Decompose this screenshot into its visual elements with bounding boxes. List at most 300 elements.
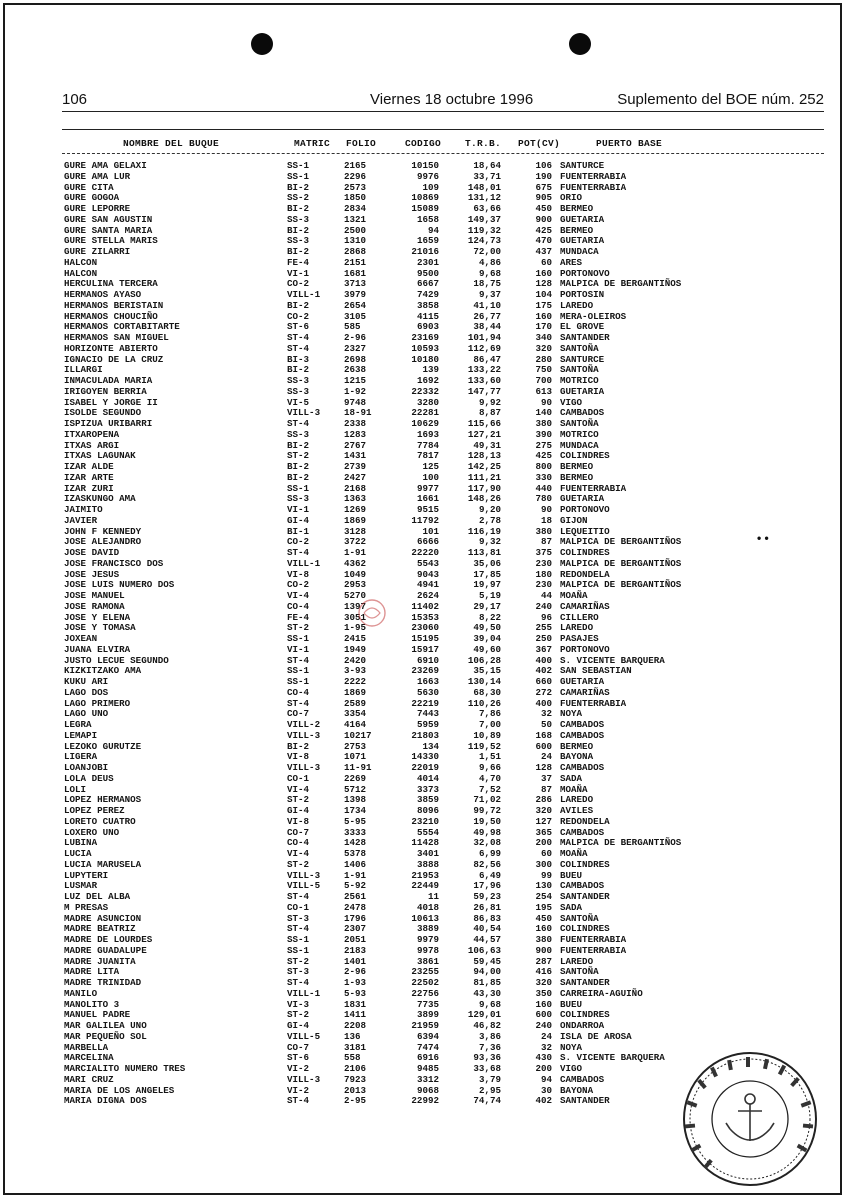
folio-cell: 1869 [344,686,367,698]
folio-cell: 2427 [344,471,367,483]
vessel-name-cell: LORETO CUATRO [64,815,136,827]
puerto-base-cell: ARES [560,256,583,268]
table-row [0,258,847,269]
codigo-cell: 9977 [416,482,439,494]
trb-cell: 115,66 [467,418,501,429]
puerto-base-cell: GUETARIA [560,385,605,397]
potencia-cell: 104 [535,289,552,300]
potencia-cell: 600 [535,740,552,752]
potencia-cell: 160 [535,310,552,322]
codigo-cell: 23060 [411,622,439,634]
puerto-base-cell: GUETARIA [560,493,605,505]
trb-cell: 44,57 [473,934,501,945]
vessel-name-cell: LAGO PRIMERO [64,697,131,709]
trb-cell: 148,26 [467,493,501,505]
codigo-cell: 21803 [411,729,439,741]
folio-cell: 1049 [344,568,367,580]
puerto-base-cell: ORIO [560,192,583,204]
vessel-name-cell: ISOLDE SEGUNDO [64,407,142,419]
codigo-cell: 2624 [416,590,439,601]
trb-cell: 110,26 [467,697,501,709]
codigo-cell: 101 [422,525,439,537]
matricula-cell: VI-4 [287,590,310,601]
matricula-cell: SS-3 [287,213,310,225]
table-row [0,516,847,527]
matricula-cell: ST-2 [287,858,310,870]
matricula-cell: GI-4 [287,514,310,526]
folio-cell: 2106 [344,1063,367,1074]
trb-cell: 86,47 [473,353,501,365]
matricula-cell: ST-2 [287,794,310,806]
potencia-cell: 275 [535,439,552,451]
codigo-cell: 5543 [416,557,439,569]
trb-cell: 86,83 [473,912,501,924]
vessel-name-cell: M PRESAS [64,901,109,913]
folio-cell: 2222 [344,676,367,687]
puerto-base-cell: NOYA [560,708,583,720]
vessel-name-cell: JUSTO LECUE SEGUNDO [64,654,169,666]
potencia-cell: 450 [535,203,552,214]
potencia-cell: 190 [535,170,552,182]
matricula-cell: BI-2 [287,471,310,483]
folio-cell: 1-95 [344,622,367,634]
codigo-cell: 15195 [411,633,439,644]
col-header-matric: MATRIC [294,138,331,149]
puerto-base-cell: LAREDO [560,955,594,967]
vessel-name-cell: HALCON [64,267,98,279]
codigo-cell: 3280 [416,396,439,408]
potencia-cell: 90 [540,504,552,515]
codigo-cell: 22332 [411,385,439,397]
puerto-base-cell: MALPICA DE BERGANTIÑOS [560,557,682,569]
vessel-name-cell: JOSE DAVID [64,547,120,558]
trb-cell: 7,52 [478,783,501,795]
table-row [0,473,847,484]
trb-cell: 49,31 [473,439,501,451]
codigo-cell: 7429 [416,289,439,300]
matricula-cell: VILL-1 [287,987,321,999]
folio-cell: 1401 [344,955,367,967]
matricula-cell: BI-2 [287,246,310,257]
puerto-base-cell: AVILES [560,805,594,816]
potencia-cell: 32 [540,708,552,720]
codigo-cell: 6667 [416,278,439,290]
folio-cell: 1796 [344,912,367,924]
folio-cell: 2654 [344,299,367,311]
puerto-base-cell: MOAÑA [560,848,588,859]
codigo-cell: 21959 [411,1020,439,1031]
folio-cell: 2638 [344,364,367,376]
federation-stamp [680,1049,820,1189]
folio-cell: 3105 [344,310,367,322]
puerto-base-cell: SANTANDER [560,1095,610,1107]
matricula-cell: FE-4 [287,256,310,268]
codigo-cell: 1661 [416,493,439,505]
potencia-cell: 87 [540,536,552,548]
potencia-cell: 30 [540,1084,552,1096]
codigo-cell: 9515 [416,504,439,515]
trb-cell: 49,98 [473,826,501,838]
trb-cell: 74,74 [473,1095,501,1107]
codigo-cell: 7443 [416,708,439,720]
potencia-cell: 230 [535,557,552,569]
potencia-cell: 675 [535,181,552,193]
matricula-cell: ST-4 [287,654,310,666]
puerto-base-cell: CAMBADOS [560,729,605,741]
table-row [0,817,847,828]
folio-cell: 1411 [344,1009,367,1021]
puerto-base-cell: SANTOÑA [560,912,599,924]
matricula-cell: FE-4 [287,611,310,623]
puerto-base-cell: LEQUEITIO [560,525,610,537]
page-number: 106 [62,91,88,108]
codigo-cell: 9976 [416,170,439,182]
potencia-cell: 320 [535,342,552,354]
codigo-cell: 1659 [416,235,439,247]
folio-cell: 1321 [344,213,367,225]
puerto-base-cell: EL GROVE [560,321,605,333]
vessel-name-cell: JAVIER [64,514,98,526]
trb-cell: 1,51 [478,751,501,763]
potencia-cell: 128 [535,762,552,773]
codigo-cell: 10629 [411,418,439,429]
codigo-cell: 1663 [416,676,439,687]
codigo-cell: 22220 [411,547,439,558]
codigo-cell: 21016 [411,246,439,257]
potencia-cell: 200 [535,837,552,849]
matricula-cell: ST-2 [287,955,310,967]
potencia-cell: 900 [535,213,552,225]
trb-cell: 71,02 [473,794,501,806]
matricula-cell: BI-2 [287,181,310,193]
vessel-name-cell: LUCIA [64,848,92,859]
folio-cell: 1831 [344,998,367,1010]
codigo-cell: 22019 [411,762,439,773]
folio-cell: 2151 [344,256,367,268]
potencia-cell: 425 [535,450,552,462]
vessel-name-cell: JOSE Y TOMASA [64,622,136,634]
potencia-cell: 240 [535,600,552,612]
matricula-cell: SS-3 [287,235,310,247]
table-row [0,1032,847,1043]
codigo-cell: 2301 [416,256,439,268]
matricula-cell: CO-4 [287,686,310,698]
trb-cell: 8,87 [478,407,501,419]
table-row [0,344,847,355]
vessel-name-cell: LOXERO UNO [64,826,120,838]
folio-cell: 1398 [344,794,367,806]
folio-cell: 1363 [344,493,367,505]
puerto-base-cell: S. VICENTE BARQUERA [560,1052,665,1064]
vessel-name-cell: HERMANOS AYASO [64,289,142,300]
trb-cell: 9,68 [478,267,501,279]
matricula-cell: VI-1 [287,267,310,279]
matricula-cell: VI-8 [287,751,310,763]
codigo-cell: 23210 [411,815,439,827]
folio-cell: 3713 [344,278,367,290]
potencia-cell: 400 [535,697,552,709]
vessel-name-cell: HERMANOS SAN MIGUEL [64,332,169,343]
puerto-base-cell: SANTOÑA [560,966,599,978]
puerto-base-cell: SADA [560,901,583,913]
folio-cell: 11-91 [344,762,372,773]
vessel-name-cell: MADRE LITA [64,966,120,978]
vessel-name-cell: MARCELINA [64,1052,114,1064]
trb-cell: 142,25 [467,461,501,472]
puerto-base-cell: LAREDO [560,794,594,806]
trb-cell: 82,56 [473,858,501,870]
potencia-cell: 402 [535,665,552,677]
table-row [0,688,847,699]
folio-cell: 136 [344,1030,361,1042]
folio-cell: 1850 [344,192,367,204]
trb-cell: 17,96 [473,880,501,892]
folio-cell: 2834 [344,203,367,214]
vessel-name-cell: HERMANOS BERISTAIN [64,299,164,311]
matricula-cell: VI-3 [287,998,310,1010]
folio-cell: 2208 [344,1020,367,1031]
vessel-name-cell: MANOLITO 3 [64,998,120,1010]
matricula-cell: VILL-3 [287,762,321,773]
matricula-cell: ST-6 [287,1052,310,1064]
folio-cell: 2478 [344,901,367,913]
matricula-cell: VI-5 [287,396,310,408]
matricula-cell: VILL-3 [287,1073,321,1085]
folio-cell: 2269 [344,772,367,784]
folio-cell: 2165 [344,160,367,171]
matricula-cell: BI-2 [287,439,310,451]
puerto-base-cell: SANTANDER [560,332,610,343]
trb-cell: 17,85 [473,568,501,580]
trb-cell: 26,81 [473,901,501,913]
folio-cell: 3051 [344,611,367,623]
potencia-cell: 287 [535,955,552,967]
codigo-cell: 15353 [411,611,439,623]
trb-cell: 43,30 [473,987,501,999]
vessel-name-cell: LAGO UNO [64,708,109,720]
matricula-cell: SS-1 [287,944,310,956]
vessel-name-cell: JUANA ELVIRA [64,643,131,655]
matricula-cell: ST-2 [287,450,310,462]
puerto-base-cell: MERA-OLEIROS [560,310,627,322]
potencia-cell: 800 [535,461,552,472]
vessel-name-cell: LUZ DEL ALBA [64,891,131,902]
puerto-base-cell: ISLA DE AROSA [560,1030,632,1042]
vessel-name-cell: IZASKUNGO AMA [64,493,136,505]
potencia-cell: 44 [540,590,552,601]
vessel-name-cell: ILLARGI [64,364,103,376]
potencia-cell: 470 [535,235,552,247]
vessel-name-cell: KUKU ARI [64,676,109,687]
table-row [0,387,847,398]
codigo-cell: 22992 [411,1095,439,1107]
trb-cell: 113,81 [467,547,501,558]
potencia-cell: 32 [540,1041,552,1053]
trb-cell: 49,50 [473,622,501,634]
potencia-cell: 900 [535,944,552,956]
vessel-name-cell: ISPIZUA URIBARRI [64,418,153,429]
table-row [0,946,847,957]
codigo-cell: 100 [422,471,439,483]
matricula-cell: SS-2 [287,192,310,204]
vessel-name-cell: HORIZONTE ABIERTO [64,342,158,354]
trb-cell: 131,12 [467,192,501,204]
puerto-base-cell: REDONDELA [560,568,610,580]
folio-cell: 1-93 [344,977,367,988]
folio-cell: 2420 [344,654,367,666]
potencia-cell: 430 [535,1052,552,1064]
puerto-base-cell: BAYONA [560,751,594,763]
puerto-base-cell: MALPICA DE BERGANTIÑOS [560,536,682,548]
vessel-name-cell: JOSE FRANCISCO DOS [64,557,164,569]
vessel-name-cell: GURE AMA GELAXI [64,160,147,171]
potencia-cell: 437 [535,246,552,257]
vessel-name-cell: IRIGOYEN BERRIA [64,385,147,397]
folio-cell: 585 [344,321,361,333]
codigo-cell: 6910 [416,654,439,666]
potencia-cell: 390 [535,428,552,440]
col-header-trb: T.R.B. [465,138,502,149]
potencia-cell: 300 [535,858,552,870]
table-row [0,559,847,570]
matricula-cell: BI-2 [287,203,310,214]
trb-cell: 18,64 [473,160,501,171]
vessel-name-cell: MAR PEQUEÑO SOL [64,1030,147,1042]
potencia-cell: 90 [540,396,552,408]
folio-cell: 2168 [344,482,367,494]
puerto-base-cell: PORTONOVO [560,267,610,279]
folio-cell: 3979 [344,289,367,300]
folio-cell: 2698 [344,353,367,365]
puerto-base-cell: MALPICA DE BERGANTIÑOS [560,278,682,290]
puerto-base-cell: CAMBADOS [560,762,605,773]
potencia-cell: 127 [535,815,552,827]
folio-cell: 1-92 [344,385,367,397]
folio-cell: 1681 [344,267,367,279]
matricula-cell: VILL-3 [287,407,321,419]
folio-cell: 2500 [344,224,367,236]
trb-cell: 26,77 [473,310,501,322]
trb-cell: 119,52 [467,740,501,752]
matricula-cell: ST-4 [287,697,310,709]
vessel-name-cell: MADRE BEATRIZ [64,923,136,935]
potencia-cell: 660 [535,676,552,687]
potencia-cell: 18 [540,514,552,526]
folio-cell: 3128 [344,525,367,537]
vessel-name-cell: MARIA DE LOS ANGELES [64,1084,175,1096]
matricula-cell: CO-2 [287,536,310,548]
puerto-base-cell: CAMBADOS [560,719,605,730]
trb-cell: 59,45 [473,955,501,967]
folio-cell: 2589 [344,697,367,709]
trb-cell: 6,49 [478,869,501,881]
potencia-cell: 600 [535,1009,552,1021]
puerto-base-cell: CAMARIÑAS [560,600,610,612]
trb-cell: 19,97 [473,579,501,591]
vessel-name-cell: GURE SAN AGUSTIN [64,213,153,225]
vessel-name-cell: JOSE MANUEL [64,590,125,601]
codigo-cell: 109 [422,181,439,193]
col-header-codigo: CODIGO [405,138,442,149]
potencia-cell: 425 [535,224,552,236]
potencia-cell: 200 [535,1063,552,1074]
puerto-base-cell: FUENTERRABIA [560,934,627,945]
trb-cell: 133,22 [467,364,501,376]
codigo-cell: 10150 [411,160,439,171]
vessel-name-cell: LOLA DEUS [64,772,114,784]
folio-cell: 2415 [344,633,367,644]
matricula-cell: ST-4 [287,418,310,429]
codigo-cell: 6394 [416,1030,439,1042]
codigo-cell: 10613 [411,912,439,924]
puerto-base-cell: MOAÑA [560,590,588,601]
table-row [0,774,847,785]
matricula-cell: SS-3 [287,493,310,505]
vessel-name-cell: MADRE JUANITA [64,955,136,967]
vessel-name-cell: HALCON [64,256,98,268]
codigo-cell: 7817 [416,450,439,462]
table-row [0,903,847,914]
codigo-cell: 3312 [416,1073,439,1085]
trb-cell: 8,22 [478,611,501,623]
potencia-cell: 106 [535,160,552,171]
folio-cell: 1949 [344,643,367,655]
vessel-name-cell: LEMAPI [64,729,98,741]
table-row [0,989,847,1000]
trb-cell: 9,20 [478,504,501,515]
puerto-base-cell: FUENTERRABIA [560,482,627,494]
table-row [0,645,847,656]
matricula-cell: BI-2 [287,299,310,311]
vessel-name-cell: MARIA DIGNA DOS [64,1095,147,1107]
matricula-cell: ST-4 [287,547,310,558]
trb-cell: 106,28 [467,654,501,666]
potencia-cell: 280 [535,353,552,365]
trb-cell: 9,68 [478,998,501,1010]
vessel-name-cell: ITXAS ARGI [64,439,120,451]
puerto-base-cell: SANTANDER [560,891,610,902]
potencia-cell: 380 [535,934,552,945]
vessel-name-cell: HERCULINA TERCERA [64,278,158,290]
matricula-cell: SS-3 [287,385,310,397]
trb-cell: 101,94 [467,332,501,343]
potencia-cell: 160 [535,923,552,935]
vessel-name-cell: IZAR ALDE [64,461,114,472]
matricula-cell: ST-3 [287,912,310,924]
puerto-base-cell: MALPICA DE BERGANTIÑOS [560,837,682,849]
folio-cell: 3354 [344,708,367,720]
folio-cell: 2561 [344,891,367,902]
matricula-cell: CO-4 [287,837,310,849]
matricula-cell: SS-1 [287,482,310,494]
vessel-name-cell: LEGRA [64,719,92,730]
puerto-base-cell: SANTOÑA [560,364,599,376]
codigo-cell: 5959 [416,719,439,730]
matricula-cell: CO-1 [287,901,310,913]
codigo-cell: 3861 [416,955,439,967]
matricula-cell: VILL-5 [287,1030,321,1042]
potencia-cell: 320 [535,805,552,816]
potencia-cell: 60 [540,848,552,859]
matricula-cell: ST-2 [287,1009,310,1021]
puerto-base-cell: SANTURCE [560,160,605,171]
folio-cell: 5712 [344,783,367,795]
vessel-name-cell: MARCIALITO NUMERO TRES [64,1063,186,1074]
codigo-cell: 11 [427,891,439,902]
vessel-name-cell: MADRE GUADALUPE [64,944,147,956]
codigo-cell: 10180 [411,353,439,365]
vessel-name-cell: MANILO [64,987,98,999]
